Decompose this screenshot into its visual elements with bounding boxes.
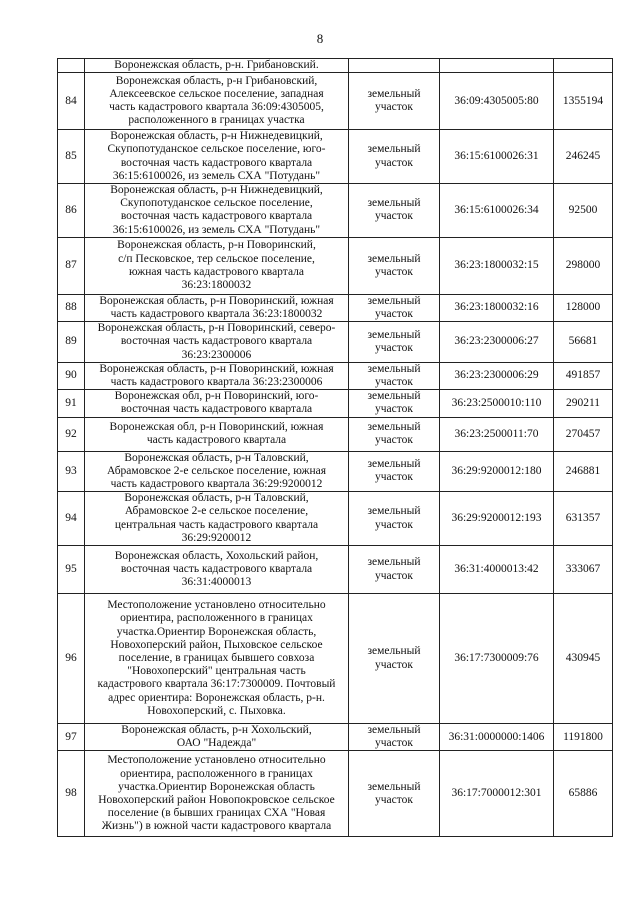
area-value: 1355194	[554, 73, 613, 130]
table-row	[58, 546, 613, 594]
location-description: Воронежская область, р-н Нижнедевицкий, Скупопотуданское сельское поселение, юго- восточная часть кадастрового квартала 36:15:6100026, из земель СХА "Потудань"	[85, 130, 349, 184]
cadastral-number: 36:23:1800032:15	[440, 237, 554, 294]
row-number: 97	[58, 724, 85, 751]
object-type: земельный участок	[349, 184, 440, 238]
table-row	[58, 294, 613, 321]
object-type: земельный участок	[349, 294, 440, 321]
cadastral-number	[440, 59, 554, 73]
cadastral-number: 36:15:6100026:31	[440, 130, 554, 184]
object-type: земельный участок	[349, 322, 440, 363]
location-description: Воронежская обл, р-н Поворинский, южная часть кадастрового квартала	[85, 417, 349, 451]
table-row	[58, 594, 613, 724]
cadastral-number: 36:29:9200012:193	[440, 492, 554, 546]
object-type: земельный участок	[349, 546, 440, 594]
location-description: Местоположение установлено относительно ориентира, расположенного в границах участка.Ориентир Воронежская область, Новохоперский район, Пыховское сельское поселение, в границах бывшего совхоза "Новохоперский" центральная часть кадастрового квартала 36:17:7300009. Почтовый адрес ориентира: Воронежская область, р-н. Новохоперский, с. Пыховка.	[85, 594, 349, 724]
object-type: земельный участок	[349, 492, 440, 546]
table-row	[58, 322, 613, 363]
table-body	[58, 59, 613, 837]
location-description: Воронежская область, р-н Поворинский, южная часть кадастрового квартала 36:23:2300006	[85, 362, 349, 389]
row-number: 89	[58, 322, 85, 363]
location-description: Воронежская область, р-н Таловский, Абрамовское 2-е сельское поселение, южная часть кадастрового квартала 36:29:9200012	[85, 451, 349, 492]
table-row	[58, 362, 613, 389]
object-type: земельный участок	[349, 751, 440, 837]
row-number: 86	[58, 184, 85, 238]
object-type: земельный участок	[349, 417, 440, 451]
cadastral-number: 36:23:1800032:16	[440, 294, 554, 321]
row-number: 95	[58, 546, 85, 594]
row-number: 88	[58, 294, 85, 321]
object-type: земельный участок	[349, 130, 440, 184]
cadastral-number: 36:17:7300009:76	[440, 594, 554, 724]
location-description: Воронежская область, р-н Грибановский, Алексеевское сельское поселение, западная часть кадастрового квартала 36:09:4305005, расположенного в границах участка	[85, 73, 349, 130]
location-description: Воронежская обл, р-н Поворинский, юго- восточная часть кадастрового квартала	[85, 390, 349, 417]
area-value	[554, 59, 613, 73]
area-value: 65886	[554, 751, 613, 837]
area-value: 128000	[554, 294, 613, 321]
object-type: земельный участок	[349, 362, 440, 389]
cadastral-number: 36:29:9200012:180	[440, 451, 554, 492]
table-row	[58, 492, 613, 546]
area-value: 246881	[554, 451, 613, 492]
location-description: Воронежская область, р-н Поворинский, северо- восточная часть кадастрового квартала 36:23:2300006	[85, 322, 349, 363]
cadastral-number: 36:09:4305005:80	[440, 73, 554, 130]
table-row	[58, 724, 613, 751]
location-description: Воронежская область, р-н Нижнедевицкий, Скупопотуданское сельское поселение, восточная часть кадастрового квартала 36:15:6100026, из земель СХА "Потудань"	[85, 184, 349, 238]
area-value: 1191800	[554, 724, 613, 751]
location-description: Воронежская область, р-н Поворинский, южная часть кадастрового квартала 36:23:1800032	[85, 294, 349, 321]
area-value: 270457	[554, 417, 613, 451]
cadastral-number: 36:15:6100026:34	[440, 184, 554, 238]
location-description: Воронежская область, р-н Таловский, Абрамовское 2-е сельское поселение, центральная часть кадастрового квартала 36:29:9200012	[85, 492, 349, 546]
location-description: Воронежская область, Хохольский район, восточная часть кадастрового квартала 36:31:4000013	[85, 546, 349, 594]
table-row	[58, 73, 613, 130]
cadastral-number: 36:23:2300006:27	[440, 322, 554, 363]
area-value: 92500	[554, 184, 613, 238]
row-number: 98	[58, 751, 85, 837]
cadastral-number: 36:23:2500011:70	[440, 417, 554, 451]
row-number: 92	[58, 417, 85, 451]
cadastral-number: 36:23:2300006:29	[440, 362, 554, 389]
table-row	[58, 130, 613, 184]
area-value: 333067	[554, 546, 613, 594]
object-type: земельный участок	[349, 724, 440, 751]
location-description: Воронежская область, р-н Поворинский, с/п Песковское, тер сельское поселение, южная часть кадастрового квартала 36:23:1800032	[85, 237, 349, 294]
table-row	[58, 417, 613, 451]
object-type: земельный участок	[349, 390, 440, 417]
row-number: 87	[58, 237, 85, 294]
area-value: 430945	[554, 594, 613, 724]
row-number	[58, 59, 85, 73]
location-description: Местоположение установлено относительно ориентира, расположенного в границах участка.Ориентир Воронежская область Новохоперский район Новопокровское сельское поселение (в бывших границах СХА "Новая Жизнь") в южной части кадастрового квартала	[85, 751, 349, 837]
row-number: 91	[58, 390, 85, 417]
cadastral-number: 36:23:2500010:110	[440, 390, 554, 417]
row-number: 93	[58, 451, 85, 492]
cadastral-number: 36:31:0000000:1406	[440, 724, 554, 751]
table-row	[58, 237, 613, 294]
object-type: земельный участок	[349, 73, 440, 130]
row-number: 94	[58, 492, 85, 546]
row-number: 84	[58, 73, 85, 130]
area-value: 290211	[554, 390, 613, 417]
table-row	[58, 184, 613, 238]
table-row	[58, 751, 613, 837]
cadastral-number: 36:17:7000012:301	[440, 751, 554, 837]
land-plots-table	[57, 58, 613, 837]
area-value: 56681	[554, 322, 613, 363]
area-value: 491857	[554, 362, 613, 389]
object-type	[349, 59, 440, 73]
table-row	[58, 59, 613, 73]
area-value: 246245	[554, 130, 613, 184]
object-type: земельный участок	[349, 594, 440, 724]
area-value: 631357	[554, 492, 613, 546]
location-description: Воронежская область, р-н. Грибановский.	[85, 59, 349, 73]
object-type: земельный участок	[349, 451, 440, 492]
row-number: 85	[58, 130, 85, 184]
location-description: Воронежская область, р-н Хохольский, ОАО "Надежда"	[85, 724, 349, 751]
cadastral-number: 36:31:4000013:42	[440, 546, 554, 594]
table-row	[58, 451, 613, 492]
row-number: 90	[58, 362, 85, 389]
area-value: 298000	[554, 237, 613, 294]
table-row	[58, 390, 613, 417]
page-number: 8	[316, 31, 324, 46]
object-type: земельный участок	[349, 237, 440, 294]
row-number: 96	[58, 594, 85, 724]
